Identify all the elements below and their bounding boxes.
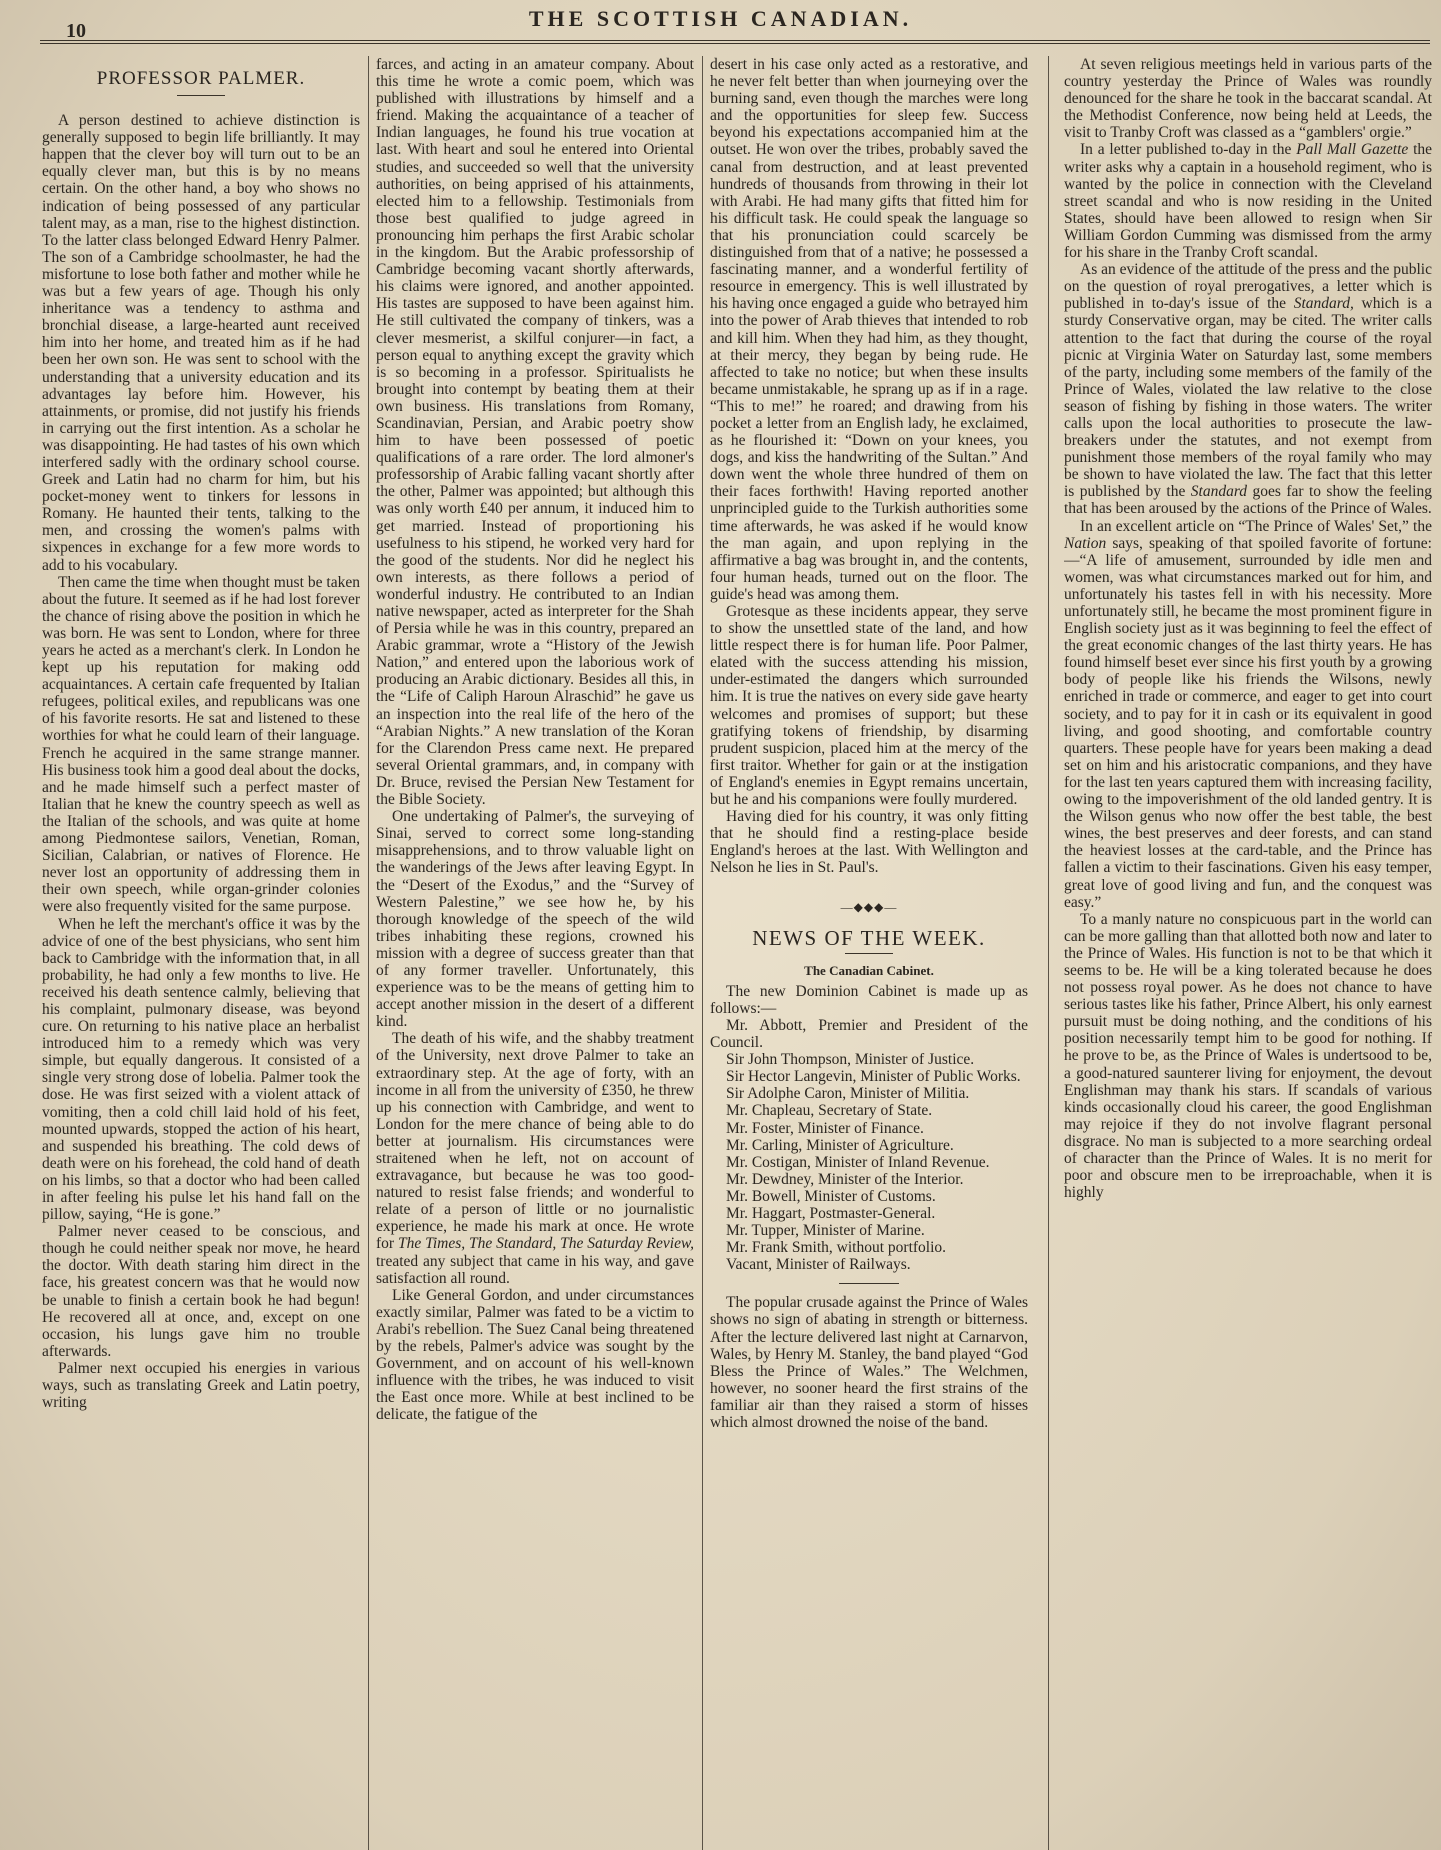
- article-paragraph: One undertaking of Palmer's, the surveying of Sinai, served to correct some long-standing misapprehensions, and to throw valuable light on the wanderings of the Jews after leaving Egypt. In the “Desert of the Exodus,” and the “Survey of Western Palestine,” we see how he, by his thorough knowledge of the speech of the wild tribes inhabiting these regions, crowned his mission with a degree of success greater than that of any former traveller. Unfortunately, this experience was to be the means of getting him to accept another mission in the desert of a different kind.: [376, 808, 694, 1031]
- article-paragraph: [376, 1030, 694, 1286]
- paragraph-text: goes far to show the feeling that has been aroused by the actions of the Prince of Wales.: [1064, 483, 1432, 518]
- column-divider: [1048, 56, 1049, 1850]
- newspaper-title-ref: Pall Mall Gazette: [1296, 141, 1409, 159]
- article-paragraph: Then came the time when thought must be taken about the future. It seemed as if he had lost forever the chance of rising above the position in which he was born. He was sent to London, where for three years he acted as a merchant's clerk. In London he kept up his reputation for making odd acquaintances. A certain cafe frequented by Italian refugees, political exiles, and republicans was one of his favorite resorts. He sat and listened to these worthies for what he could learn of their language. French he acquired in the same strange manner. His business took him a good deal about the docks, and he made himself such a perfect master of Italian that he knew the country speech as well as the Italian of the schools, and was quite at home among Piedmontese sailors, Venetian, Roman, Sicilian, Calabrian, or natives of Florence. He never lost an opportunity of addressing them in their own speech, while organ-grinder colonies were also frequently visited for the same purpose.: [42, 573, 360, 916]
- article-paragraph: The new Dominion Cabinet is made up as follows:—: [710, 982, 1028, 1017]
- article-paragraph: The popular crusade against the Prince of Wales shows no sign of abating in strength or bitterness. After the lecture delivered last night at Carnarvon, Wales, by Henry M. Stanley, the band played “God Bless the Prince of Wales.” The Welchmen, however, no sooner heard the first strains of the familiar air than they raised a storm of hisses which almost drowned the noise of the band.: [710, 1294, 1028, 1432]
- cabinet-entry: Sir Adolphe Caron, Minister of Militia.: [726, 1085, 970, 1103]
- newspaper-title-ref: Standard: [1190, 483, 1248, 501]
- paragraph-text: The death of his wife, and the shabby treatment of the University, next drove Palmer to take an extraordinary step. At the age of forty, with an income in all from the university of £350, he threw up his connection with Cambridge, and went to London for the mere chance of being able to do better at journalism. His circumstances were straitened when he left, not on account of extravagance, but because he was too good-natured to resist false friends; and wonderful to relate of a person of little or no journalistic experience, he made his mark at once. He wrote for: [376, 1030, 694, 1253]
- paragraph-text: In an excellent article on “The Prince of Wales' Set,” the: [1080, 517, 1432, 535]
- cabinet-entry: Mr. Haggart, Postmaster-General.: [726, 1205, 936, 1222]
- article-paragraph: Having died for his country, it was only fitting that he should find a resting-place beside England's heroes at the last. With Wellington and Nelson he lies in St. Paul's.: [710, 808, 1028, 877]
- paragraph-text: the writer asks why a captain in a household regiment, who is wanted by the police in connection with the Cleveland street scandal and who is now residing in the United States, should have been allowed to resign when Sir William Gordon Cumming was dismissed from the army for his share in the Tranby Croft scandal.: [1064, 141, 1432, 262]
- cabinet-entry: Mr. Dewdney, Minister of the Interior.: [726, 1170, 964, 1188]
- cabinet-entry: Sir Hector Langevin, Minister of Public Works.: [726, 1068, 1021, 1086]
- newspaper-titles: The Times, The Standard, The Saturday Review,: [397, 1235, 694, 1253]
- newspaper-title-ref: Nation: [1064, 534, 1107, 552]
- column-divider: [702, 56, 703, 1850]
- paragraph-text: As an evidence of the attitude of the press and the public on the question of royal prerogatives, a letter which is published in to-day's issue of the: [1064, 261, 1432, 313]
- headline-rule: [845, 953, 893, 954]
- article-paragraph: Like General Gordon, and under circumstances exactly similar, Palmer was fated to be a victim to Arabi's rebellion. The Suez Canal being threatened by the rebels, Palmer's advice was sought by the Government, and on account of his well-known influence with the tribes, he was induced to visit the East once more. While at best inclined to be delicate, the fatigue of the: [376, 1286, 694, 1424]
- headline-rule: [177, 95, 225, 96]
- article-paragraph: A person destined to achieve distinction is generally supposed to begin life brilliantly. It may happen that the clever boy will turn out to be an equally clever man, but this is by no means certain. On the other hand, a boy who shows no indication of being possessed of any particular talent may, as a man, rise to the highest distinction. To the latter class belonged Edward Henry Palmer. The son of a Cambridge schoolmaster, he had the misfortune to lose both father and mother while he was but a few years of age. Though his only inheritance was a tendency to asthma and bronchial disease, a large-hearted aunt received him into her home, and treated him as if he had been her own son. He was sent to school with the understanding that a university education and its advantages lay before him. However, his attainments, or promise, did not justify his friends in carrying out the first intention. As a scholar he was disappointing. He had tastes of his own which interfered sadly with the ordinary school course. Greek and Latin had no charm for him, but his pocket-money went to tinkers for lessons in Romany. He haunted their tents, talking to the men, and crossing the women's palms with sixpences in exchange for a few more words to add to his vocabulary.: [42, 112, 360, 574]
- cabinet-entry: Mr. Bowell, Minister of Customs.: [726, 1187, 936, 1205]
- cabinet-entry: Vacant, Minister of Railways.: [726, 1256, 911, 1274]
- article-paragraph: When he left the merchant's office it was by the advice of one of the best physicians, who sent him back to Cambridge with the information that, in all probability, he had only a few months to live. He received his death sentence calmly, believing that his complaint, pulmonary disease, was beyond cure. On returning to his native place an herbalist introduced him to a remedy which was very simple, but equally dangerous. It consisted of a single very strong dose of lobelia. Palmer took the dose. He was first seized with a violent attack of vomiting, then a cold chill laid hold of his feet, mounted upwards, stopped the action of his heart, and suspended his breathing. The cold dews of death were on his forehead, the cold hand of death on his limbs, so that a doctor who had been called in after feeling his pulse let his hand fall on the pillow, saying, “He is gone.”: [42, 915, 360, 1224]
- article-paragraph: To a manly nature no conspicuous part in the world can can be more galling than that allotted both now and later to the Prince of Wales. His function is not to be that which it seems to be. He will be a king tolerated because he does not possess royal power. As he does not chance to have serious tastes like his father, Prince Albert, his only earnest pursuit must be doing nothing, and the conditions of his position necessarily tempt him to be good for nothing. If he prove to be, as the Prince of Wales is undertsood to be, a good-natured saunterer living for enjoyment, the devout Englishman may thank his stars. If scandals of various kinds occasionally cloud his career, the good Englishman may rejoice if they do not involve flagrant personal disgrace. No man is subjected to a more searching ordeal of character than the Prince of Wales. It is no merit for poor and obscure men to be irreproachable, when it is highly: [1064, 910, 1432, 1202]
- cabinet-entry: Mr. Frank Smith, without portfolio.: [726, 1239, 947, 1257]
- paragraph-text: In a letter published to-day in the: [1080, 141, 1297, 159]
- cabinet-entry: Mr. Abbott, Premier and President of the Council.: [710, 1016, 1028, 1052]
- article-paragraph: Grotesque as these incidents appear, they serve to show the unsettled state of the land, and how little respect there is for human life. Poor Palmer, elated with the success attending his mission, under-estimated the dangers which surrounded him. It is true the natives on every side gave hearty welcomes and promises of support; but these gratifying tokens of friendship, by disarming prudent suspicion, placed him at the mercy of the first traitor. Whether for gain or at the instigation of England's enemies in Egypt remains uncertain, but he and his companions were foully murdered.: [710, 603, 1028, 809]
- article-paragraph: [1064, 518, 1432, 911]
- section-headline: NEWS OF THE WEEK.: [752, 925, 986, 950]
- cabinet-entry: Sir John Thompson, Minister of Justice.: [726, 1051, 975, 1069]
- paragraph-text: treated any subject that came in his way, and gave satisfaction all round.: [376, 1252, 694, 1287]
- article-paragraph: desert in his case only acted as a restorative, and he never felt better than when journeying over the burning sand, even though the marches were long and the opportunities for sleep few. Success beyond his expectations accompanied him at the outset. He won over the tribes, probably saved the canal from destruction, and at least prevented hundreds of thousands from throwing in their lot with Arabi. He had many gifts that fitted him for his difficult task. He could speak the language so that his pronunciation could scarcely be distinguished from that of a native; he possessed a fascinating manner, and a wonderful fertility of resource in emergency. This is well illustrated by his having once engaged a guide who betrayed him into the power of Arab thieves that intended to rob and kill him. When they had him, as they thought, at their mercy, they began by being rude. He affected to take no notice; but when these insults became unmistakable, he sprang up as if in a rage. “This to me!” he roared; and drawing from his pocket a letter from an English lady, he exclaimed, as he flourished it: “Down on your knees, you dogs, and kiss the handwriting of the Sultan.” And down went the whole three hundred of them on their faces forthwith! Having reported another unprincipled guide to the Turkish authorities some time afterwards, he was asked if he would know the man again, and upon replying in the affirmative a bag was brought in, and the contents, four human heads, turned out on the floor. The guide's head was among them.: [710, 56, 1028, 603]
- section-subheading: The Canadian Cabinet.: [804, 962, 934, 978]
- article-paragraph: Palmer next occupied his energies in various ways, such as translating Greek and Latin poetry, writing: [42, 1359, 360, 1412]
- article-paragraph: Palmer never ceased to be conscious, and though he could neither speak nor move, he heard the doctor. With death staring him direct in the face, his greatest concern was that he would now be unable to finish a certain book he had begun! He recovered all at once, and, except on one occasion, his lungs gave him no trouble afterwards.: [42, 1223, 360, 1360]
- column-4: [1064, 56, 1432, 1850]
- paragraph-text: says, speaking of that spoiled favorite of fortune:—“A life of amusement, surrounded by idle men and women, was what circumstances marked out for him, and unfortunately his tastes fell in with his necessity. More unfortunately still, he became the most prominent figure in English society just as it was beginning to feel the effect of the great economic changes of the last thirty years. He has found himself beset ever since his first youth by a growing body of people like his friends the Wilsons, newly enriched in trade or commerce, and eager to get into court society, and to pay for it in cash or its equivalent in good living, and good shooting, and comfortable country quarters. These people have for years been making a dead set on him and his aristocratic companions, and they have for the last ten years captured them with increasing facility, owing to the impoverishment of the old landed gentry. It is the Wilson genus who now offer the best table, the best wines, the best preserves and deer forests, and can stand the heaviest losses at the card-table, and the Prince has fallen a victim to their fascinations. Given his easy temper, great love of good living and fun, and the conquest was easy.”: [1064, 534, 1432, 911]
- article-paragraph: [1064, 261, 1432, 517]
- section-ornament: —◆◆◆—: [840, 899, 898, 914]
- paragraph-text: which is a sturdy Conservative organ, may be cited. The writer calls attention to the fact that during the course of the royal picnic at Virginia Water on Saturday last, some members of the party, including some members of the family of the Prince of Wales, violated the law relative to the close season of fishing by fishing in those waters. The writer calls upon the local authorities to prosecute the law-breakers under the statutes, and not exempt from punishment those members of the royal family who may be shown to have violated the law. The fact that this letter is published by the: [1064, 295, 1432, 501]
- article-paragraph: [1064, 141, 1432, 261]
- article-paragraph: farces, and acting in an amateur company. About this time he wrote a comic poem, which was published with illustrations by himself and a friend. Making the acquaintance of a teacher of Indian languages, he found his true vocation at last. With heart and soul he entered into Oriental studies, and succeeded so well that the university authorities, on being apprised of his attainments, elected him to a fellowship. Testimonials from those best qualified to judge agreed in pronouncing him perhaps the first Arabic scholar in the kingdom. But the Arabic professorship of Cambridge becoming vacant shortly afterwards, his claims were ignored, and another appointed. His tastes are supposed to have been against him. He still cultivated the company of tinkers, was a clever mesmerist, a skilful conjurer—in fact, a person equal to anything except the gravity which is so becoming in a professor. Spiritualists he brought into contempt by beating them at their own business. His translations from Romany, Scandinavian, Persian, and Arabic poetry show him to have been possessed of poetic qualifications of a rare order. The lord almoner's professorship of Arabic falling vacant shortly after the other, Palmer was appointed; but although this was only worth £40 per annum, it induced him to get married. Instead of proportioning his usefulness to his stipend, he worked very hard for the good of the students. Nor did he neglect his own interests, as there follows a period of wonderful industry. He contributed to an Indian native newspaper, acted as interpreter for the Shah of Persia while he was in this country, prepared an Arabic grammar, wrote a “History of the Jewish Nation,” and entered upon the laborious work of producing an Arabic dictionary. Besides all this, in the “Life of Caliph Haroun Alraschid” he gave us an inspection into the real life of the hero of the “Arabian Nights.” A new translation of the Koran for the Clarendon Press came next. He prepared several Oriental grammars, and, in company with Dr. Bruce, revised the Persian New Testament for the Bible Society.: [376, 56, 694, 809]
- header-rule: [40, 40, 1430, 44]
- article-columns: [42, 56, 1432, 1850]
- separator-rule: [839, 1283, 899, 1284]
- cabinet-entry: Mr. Chapleau, Secretary of State.: [726, 1102, 933, 1120]
- cabinet-entry: Mr. Carling, Minister of Agriculture.: [726, 1136, 954, 1154]
- column-2: [376, 56, 694, 1850]
- column-1: [42, 56, 360, 1850]
- article-paragraph: At seven religious meetings held in various parts of the country yesterday the Prince of Wales was roundly denounced for the share he took in the baccarat scandal. At the Methodist Conference, now being held at Leeds, the visit to Tranby Croft was classed as a “gamblers' orgie.”: [1064, 56, 1432, 142]
- cabinet-entry: Mr. Tupper, Minister of Marine.: [726, 1222, 925, 1240]
- running-head: [0, 0, 1441, 46]
- article-headline: PROFESSOR PALMER.: [96, 68, 306, 89]
- newspaper-title: THE SCOTTISH CANADIAN.: [528, 6, 913, 31]
- cabinet-entry: Mr. Foster, Minister of Finance.: [726, 1119, 924, 1137]
- column-divider: [368, 56, 369, 1850]
- page-number: 10: [66, 20, 86, 42]
- newspaper-title-ref: Standard,: [1293, 295, 1354, 313]
- cabinet-entry: Mr. Costigan, Minister of Inland Revenue.: [726, 1153, 990, 1171]
- column-3: [710, 56, 1028, 1850]
